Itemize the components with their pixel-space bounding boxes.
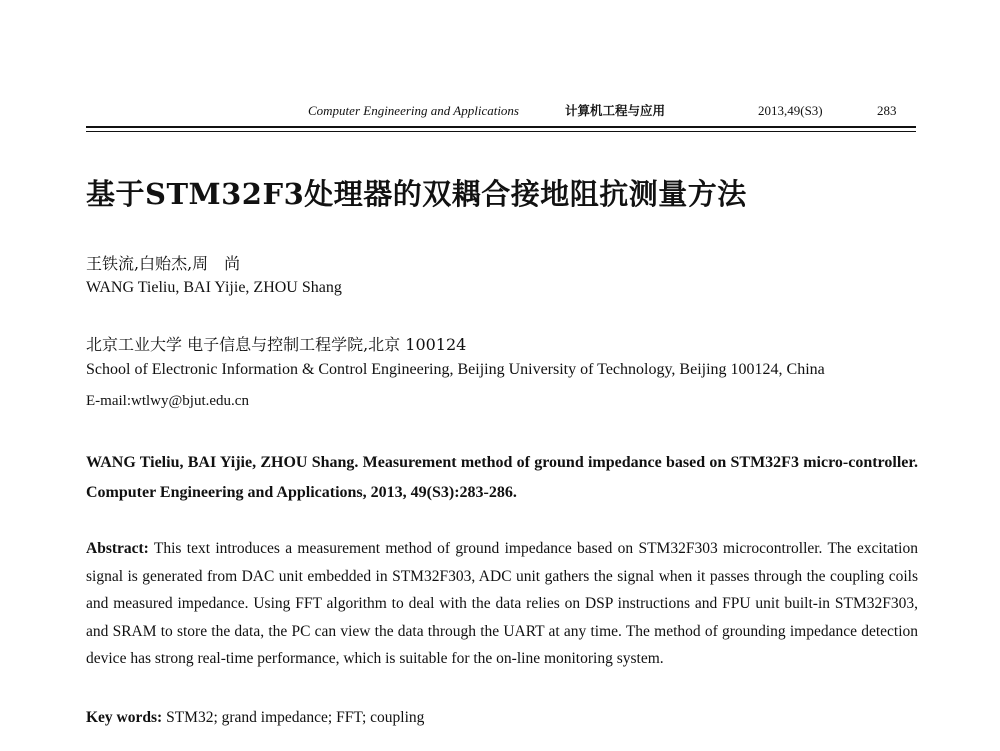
citation: WANG Tieliu, BAI Yijie, ZHOU Shang. Measurement method of ground impedance based on STM32F3 micro-controller. Computer Engineering and Applications, 2013, 49(S3):283-286. xyxy=(86,454,918,501)
journal-name-cn: 计算机工程与应用 xyxy=(565,103,666,118)
journal-name-en: Computer Engineering and Applications xyxy=(308,103,519,118)
authors-cn: 王铁流,白贻杰,周 尚 xyxy=(86,254,241,273)
header-rule-thin xyxy=(86,131,916,132)
email: E-mail:wtlwy@bjut.edu.cn xyxy=(86,393,249,409)
keywords-label: Key words: xyxy=(86,709,163,726)
affiliation-en: School of Electronic Information & Control Engineering, Beijing University of Technology, Beijing 100124, China xyxy=(86,361,825,378)
abstract-text: This text introduces a measurement method of ground impedance based on STM32F303 microcontroller. The excitation signal is generated from DAC unit embedded in STM32F303, ADC unit gathers the signal when it passes through the coupling coils and measured impedance. Using FFT algorithm to deal with the data relies on DSP instructions and FPU unit built-in STM32F303, and SRAM to store the data, the PC can view the data through the UART at any time. The method of grounding impedance detection device has strong real-time performance, which is suitable for the on-line monitoring system. xyxy=(86,540,918,667)
volume-issue: 2013,49(S3) xyxy=(758,103,823,118)
keywords xyxy=(86,709,424,727)
abstract-label: Abstract: xyxy=(86,540,149,557)
affiliation-cn: 北京工业大学 电子信息与控制工程学院,北京 100124 xyxy=(86,335,467,354)
keywords-text: STM32; grand impedance; FFT; coupling xyxy=(166,709,425,726)
running-header xyxy=(86,100,918,122)
page-number: 283 xyxy=(877,103,897,118)
header-rule-thick xyxy=(86,126,916,128)
paper-title: 基于STM32F3处理器的双耦合接地阻抗测量方法 xyxy=(86,177,747,211)
abstract xyxy=(86,535,918,673)
authors-en: WANG Tieliu, BAI Yijie, ZHOU Shang xyxy=(86,279,342,296)
